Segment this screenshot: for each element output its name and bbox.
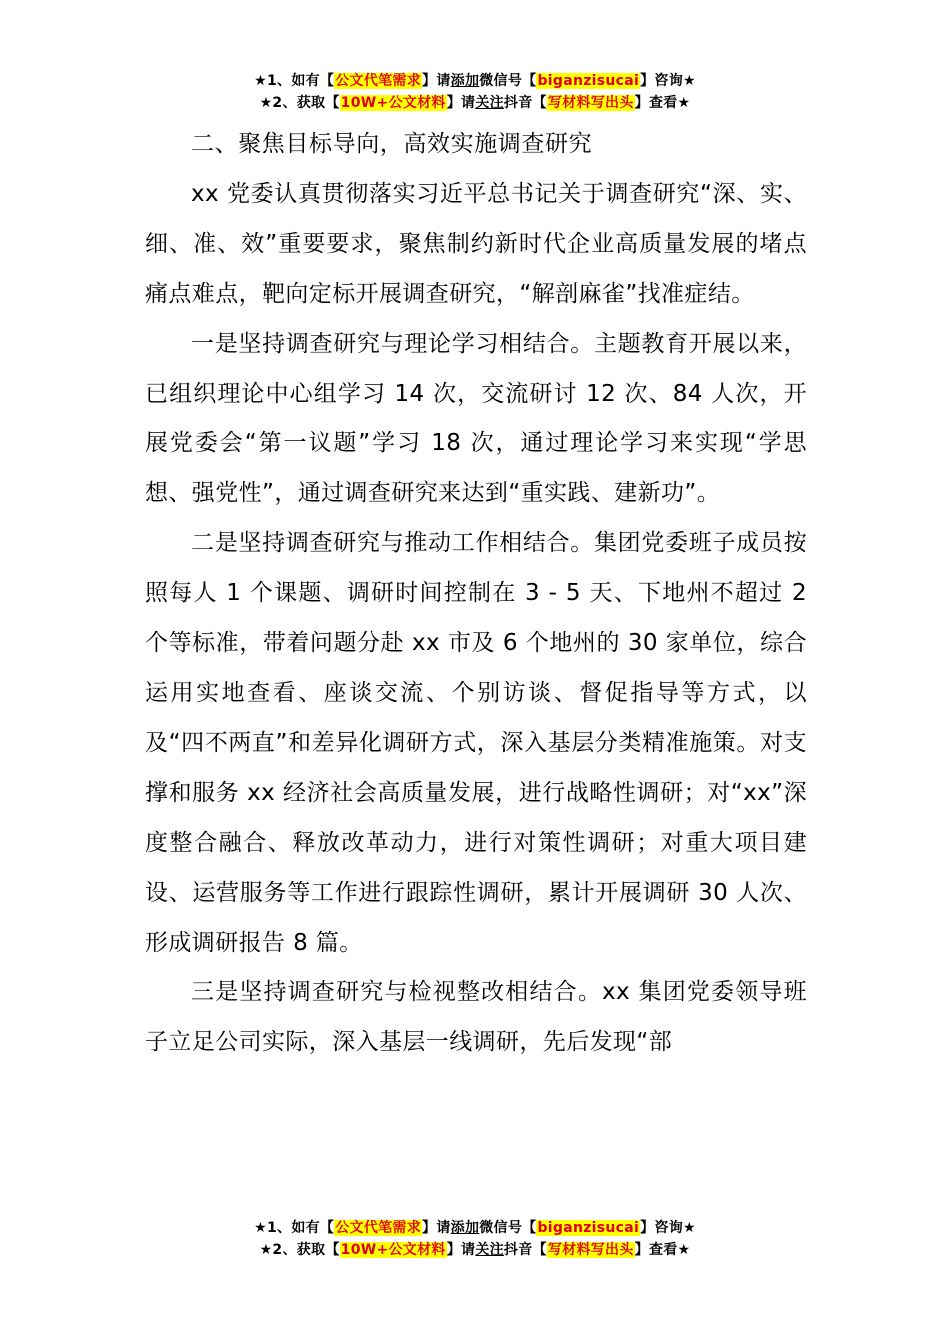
highlight-douyin-account: 写材料写出头 [547, 1242, 634, 1258]
paragraph-work-promotion: 二是坚持调查研究与推动工作相结合。集团党委班子成员按照每人 1 个课题、调研时间控制在 3 - 5 天、下地州不超过 2 个等标准，带着问题分赴 xx 市及 6 个地州的 30 家单位，综合运用实地查看、座谈交流、个别访谈、督促指导等方式，以及“四不两直”和差异化调研方式，深入基层分类精准施策。对支撑和服务 xx 经济社会高质量发展，进行战略性调研；对“xx”深度整合融合、释放改革动力，进行对策性调研；对重大项目建设、运营服务等工作进行跟踪性调研，累计开展调研 30 人次、形成调研报告 8 篇。 [145, 530, 807, 956]
paragraph-rectification: 三是坚持调查研究与检视整改相结合。xx 集团党委领导班子立足公司实际，深入基层一线调研，先后发现“部 [145, 979, 807, 1056]
highlight-service: 公文代笔需求 [335, 73, 422, 89]
promo-line-1: ★1、如有【公文代笔需求】请添加微信号【biganzisucai】咨询★ [254, 73, 696, 89]
highlight-wechat-id: biganzisucai [537, 73, 640, 89]
promo-line-2: ★2、获取【10W+公文材料】请关注抖音【写材料写出头】查看★ [259, 1242, 691, 1258]
document-body [145, 120, 807, 1068]
section-heading: 二、聚焦目标导向，高效实施调查研究 [191, 131, 593, 157]
promo-line-1: ★1、如有【公文代笔需求】请添加微信号【biganzisucai】咨询★ [254, 1220, 696, 1236]
promo-banner-bottom [0, 1217, 950, 1261]
highlight-wechat-id: biganzisucai [537, 1220, 640, 1236]
highlight-service: 公文代笔需求 [335, 1220, 422, 1236]
paragraph-theory-study: 一是坚持调查研究与理论学习相结合。主题教育开展以来，已组织理论中心组学习 14 次，交流研讨 12 次、84 人次，开展党委会“第一议题”学习 18 次，通过理论学习来实现“学思想、强党性”，通过调查研究来达到“重实践、建新功”。 [145, 330, 807, 507]
highlight-materials: 10W+公文材料 [340, 1242, 446, 1258]
promo-line-2: ★2、获取【10W+公文材料】请关注抖音【写材料写出头】查看★ [259, 95, 691, 111]
highlight-douyin-account: 写材料写出头 [547, 95, 634, 111]
promo-banner-top [0, 70, 950, 114]
paragraph-intro: xx 党委认真贯彻落实习近平总书记关于调查研究“深、实、细、准、效”重要要求，聚焦制约新时代企业高质量发展的堵点痛点难点，靶向定标开展调查研究，“解剖麻雀”找准症结。 [145, 180, 807, 307]
highlight-materials: 10W+公文材料 [340, 95, 446, 111]
